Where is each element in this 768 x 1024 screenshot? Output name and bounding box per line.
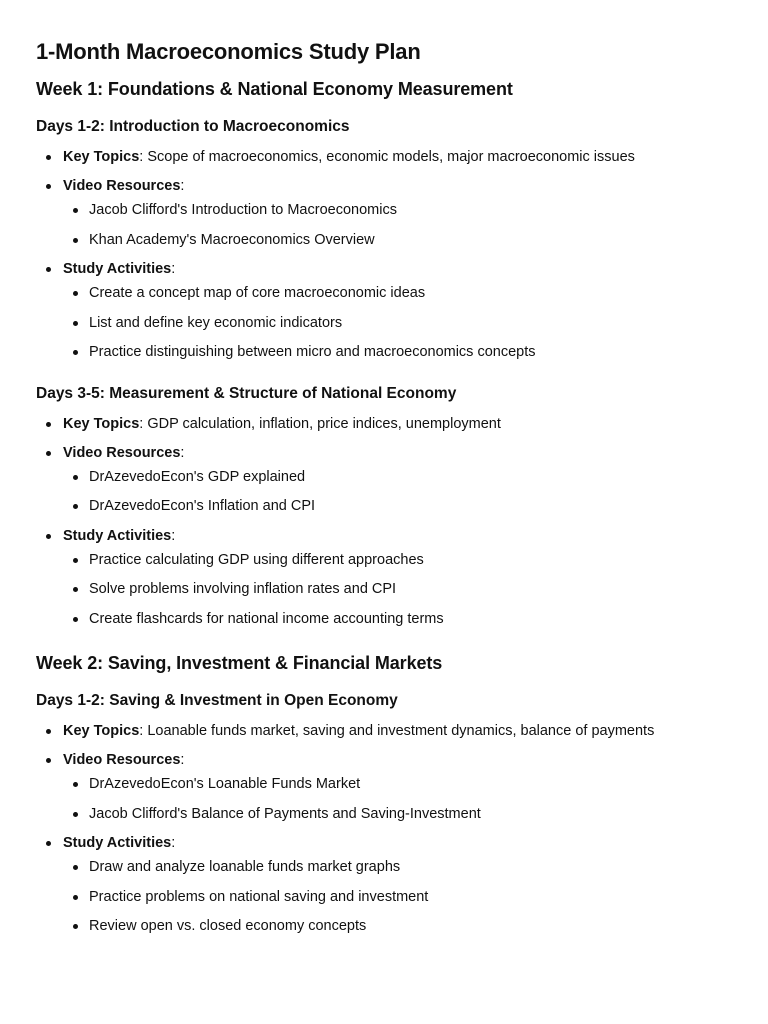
week-1-section-2-heading: Days 3-5: Measurement & Structure of National Economy (36, 384, 457, 402)
week-1-section-1-heading: Days 1-2: Introduction to Macroeconomics (36, 118, 350, 135)
label-colon: : (171, 835, 176, 851)
key-topics-label: Key Topics (63, 415, 140, 432)
list-item: List and define key economic indicators (63, 313, 732, 333)
study-activities-label: Study Activities (63, 527, 172, 544)
study-activities-label: Study Activities (63, 261, 172, 277)
study-activities-item (36, 833, 732, 936)
label-colon: : (171, 261, 176, 277)
key-topics-text: : Loanable funds market, saving and investment dynamics, balance of payments (139, 723, 655, 739)
label-colon: : (180, 444, 185, 461)
study-activities-item (36, 526, 732, 629)
key-topics-item (36, 147, 732, 167)
key-topics-label: Key Topics (63, 149, 140, 165)
video-resources-label: Video Resources (63, 178, 181, 194)
video-resources-label: Video Resources (63, 444, 181, 461)
list-item: Practice calculating GDP using different approaches (63, 550, 732, 570)
video-resources-label: Video Resources (63, 752, 181, 768)
list-item: Create flashcards for national income accounting terms (63, 609, 732, 629)
list-item: Review open vs. closed economy concepts (63, 916, 732, 936)
list-item: Khan Academy's Macroeconomics Overview (63, 230, 732, 250)
activity-list (63, 550, 732, 629)
key-topics-item (36, 414, 732, 434)
list-item: Jacob Clifford's Balance of Payments and Saving-Investment (63, 804, 732, 824)
week-1-heading: Week 1: Foundations & National Economy Measurement (36, 79, 513, 99)
list-item: Draw and analyze loanable funds market graphs (63, 857, 732, 877)
video-list (63, 467, 732, 517)
week-2-section-1-list (36, 721, 732, 936)
key-topics-text: : GDP calculation, inflation, price indices, unemployment (139, 415, 501, 432)
study-activities-item (36, 259, 732, 362)
key-topics-text: : Scope of macroeconomics, economic models, major macroeconomic issues (139, 149, 635, 165)
activity-list (63, 283, 732, 362)
week-1-section-2-list (36, 414, 732, 629)
list-item: Jacob Clifford's Introduction to Macroeconomics (63, 200, 732, 220)
video-resources-item (36, 176, 732, 250)
list-item: DrAzevedoEcon's Loanable Funds Market (63, 774, 732, 794)
week-2-heading: Week 2: Saving, Investment & Financial Markets (36, 653, 443, 673)
key-topics-item (36, 721, 732, 741)
list-item: Solve problems involving inflation rates and CPI (63, 579, 732, 599)
video-list (63, 200, 732, 250)
video-list (63, 774, 732, 824)
week-1-section-1-list (36, 147, 732, 362)
video-resources-item (36, 750, 732, 824)
activity-list (63, 857, 732, 936)
label-colon: : (180, 178, 185, 194)
label-colon: : (180, 752, 185, 768)
video-resources-item (36, 443, 732, 517)
label-colon: : (171, 527, 176, 544)
list-item: Practice distinguishing between micro and macroeconomics concepts (63, 342, 732, 362)
list-item: Create a concept map of core macroeconomic ideas (63, 283, 732, 303)
list-item: DrAzevedoEcon's GDP explained (63, 467, 732, 487)
list-item: Practice problems on national saving and investment (63, 887, 732, 907)
study-activities-label: Study Activities (63, 835, 172, 851)
page-title: 1-Month Macroeconomics Study Plan (36, 39, 421, 64)
key-topics-label: Key Topics (63, 723, 140, 739)
week-2-section-1-heading: Days 1-2: Saving & Investment in Open Economy (36, 692, 398, 709)
list-item: DrAzevedoEcon's Inflation and CPI (63, 496, 732, 516)
